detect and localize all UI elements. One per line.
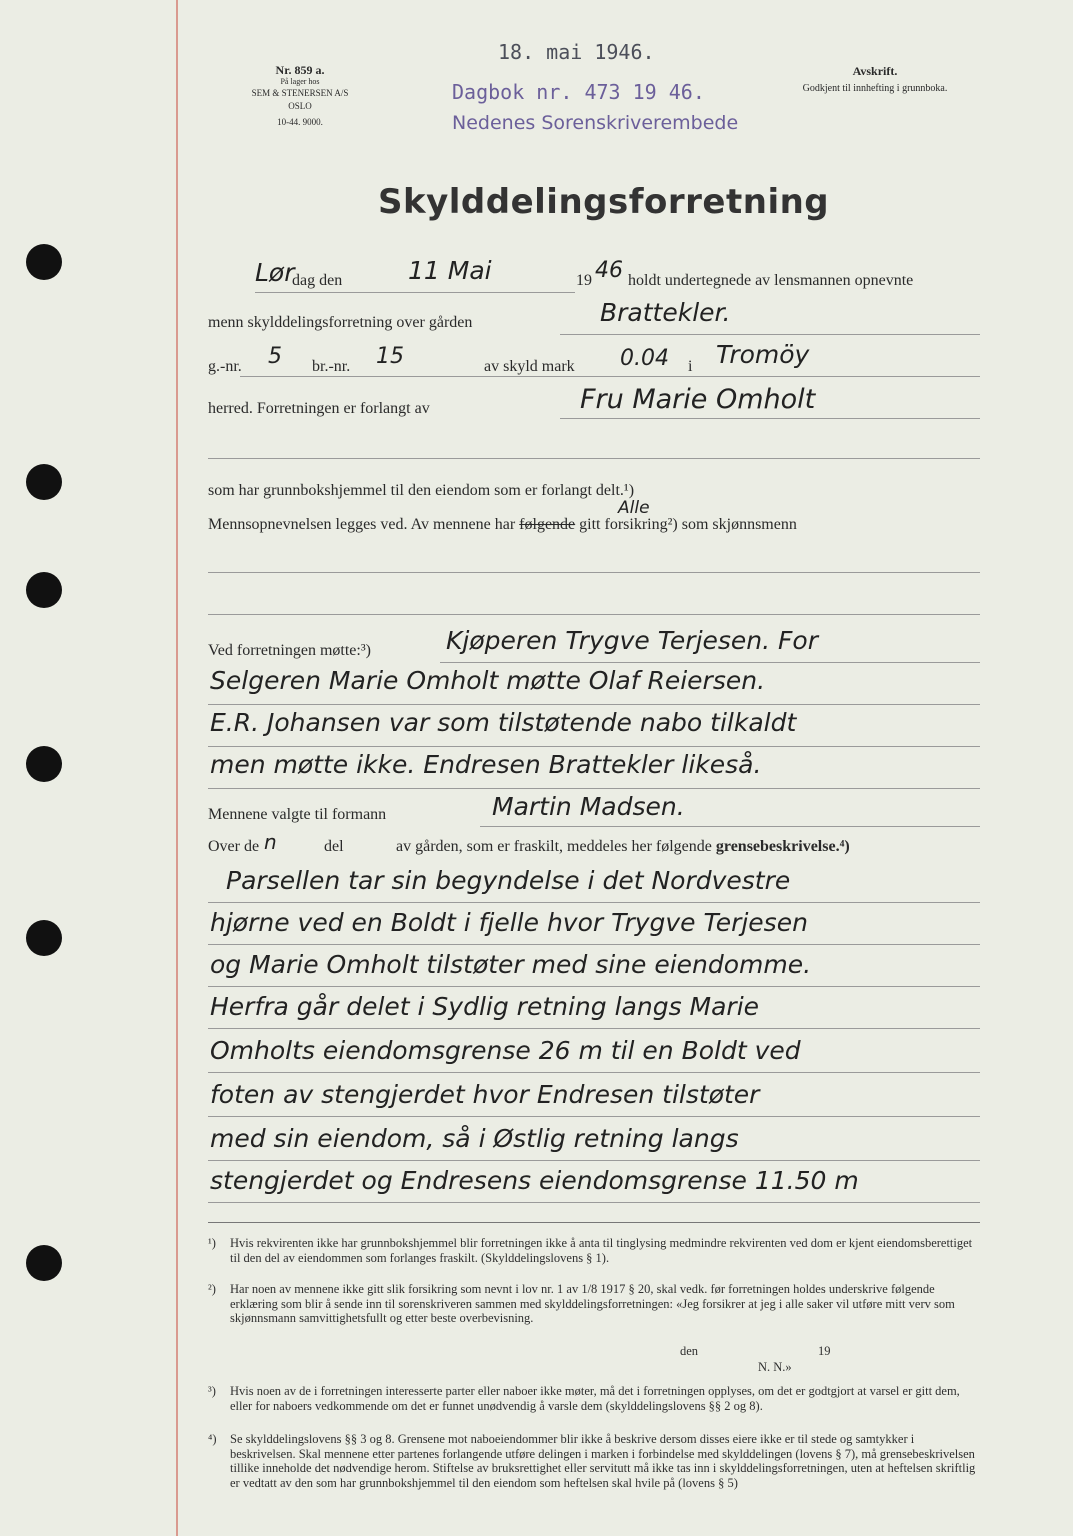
year-prefix: 19 — [576, 272, 592, 289]
punch-hole — [26, 1245, 62, 1281]
publisher-line: På lager hos — [280, 77, 320, 86]
form-number: Nr. 859 a. — [275, 63, 325, 77]
publisher-block — [240, 64, 360, 129]
footnote-mark: ¹) — [208, 1236, 216, 1250]
print-code: 10-44. 9000. — [277, 117, 323, 127]
dagbok-stamp: Dagbok nr. 473 19 46. — [452, 80, 705, 104]
document-title: Skylddelingsforretning — [378, 182, 830, 222]
over-den-label: Over de — [208, 838, 260, 855]
desc-line: stengjerdet og Endresens eiendomsgrense 11.50 m — [210, 1166, 859, 1195]
herred-name: Tromöy — [716, 340, 810, 369]
desc-line: hjørne ved en Boldt i fjelle hvor Trygve Terjesen — [210, 908, 808, 937]
desc-line: foten av stengjerdet hvor Endresen tilstøter — [210, 1080, 760, 1109]
over-del-label: del — [324, 838, 344, 855]
punch-hole — [26, 572, 62, 608]
date-stamp: 18. mai 1946. — [498, 40, 655, 64]
mennsopnevnelse-line — [208, 516, 797, 534]
footnote-mark: ⁴) — [208, 1432, 217, 1446]
farm-label: menn skylddelingsforretning over gården — [208, 314, 473, 331]
farm-name: Brattekler. — [600, 298, 731, 327]
approval-block — [770, 64, 980, 94]
over-tail — [396, 838, 850, 856]
over-den-suffix: n — [264, 830, 277, 854]
skyld-value: 0.04 — [620, 346, 669, 371]
struck-word: følgende — [519, 516, 576, 533]
mote-line-3: E.R. Johansen var som tilstøtende nabo tilkaldt — [210, 708, 797, 737]
dag-label: dag den — [292, 272, 343, 289]
gnr-label: g.-nr. — [208, 358, 242, 375]
bnr-label: br.-nr. — [312, 358, 351, 375]
desc-line: med sin eiendom, så i Østlig retning langs — [210, 1124, 739, 1153]
avskrift-label: Avskrift. — [852, 64, 898, 78]
margin-rule — [176, 0, 178, 1536]
mote-label: Ved forretningen møtte:³) — [208, 642, 371, 659]
desc-line: Herfra går delet i Sydlig retning langs Marie — [210, 992, 760, 1021]
office-stamp: Nedenes Sorenskriverembede — [452, 112, 739, 134]
over-text: av gården, som er fraskilt, meddeles her følgende — [396, 838, 712, 855]
footnote-text: Har noen av mennene ikke gitt slik forsikring som nevnt i lov nr. 1 av 1/8 1917 § 20, skal vedk. før forretningen holdes underskrive følgende erklæring som blir å sende inn til sorenskriveren sammen med skylddelingsforretningen: «Jeg forsikrer at jeg i alle saker vil utføre mitt verv som skjønnsmann samvittighetsfullt og etter beste overbevisning. — [230, 1282, 955, 1325]
alle-insert: Alle — [618, 498, 650, 518]
line6-text: Mennsopnevnelsen legges ved. Av mennene har — [208, 516, 516, 533]
hjemmel-line: som har grunnbokshjemmel til den eiendom som er forlangt delt.¹) — [208, 482, 635, 499]
footnote-2 — [208, 1282, 980, 1326]
punch-hole — [26, 464, 62, 500]
grensebeskrivelse-label: grensebeskrivelse.⁴) — [715, 838, 850, 855]
year-handwritten: 46 — [595, 258, 623, 283]
footnote-2-sign: N. N.» — [758, 1360, 792, 1374]
punch-hole — [26, 746, 62, 782]
desc-line: og Marie Omholt tilstøter med sine eiendomme. — [210, 950, 812, 979]
footnote-4 — [208, 1432, 980, 1490]
desc-line: Parsellen tar sin begyndelse i det Nordvestre — [226, 866, 791, 895]
footnote-mark: ³) — [208, 1384, 216, 1398]
mote-line-4: men møtte ikke. Endresen Brattekler likeså. — [210, 750, 762, 779]
formann-name: Martin Madsen. — [492, 792, 685, 821]
godkjent-label: Godkjent til innhefting i grunnboka. — [802, 83, 948, 94]
weekday-prefix: Lør — [255, 258, 295, 287]
gnr-value: 5 — [268, 344, 282, 369]
formann-label: Mennene valgte til formann — [208, 806, 387, 823]
punch-hole — [26, 920, 62, 956]
footnote-mark: ²) — [208, 1282, 216, 1296]
requester-label: herred. Forretningen er forlangt av — [208, 400, 430, 417]
mote-line-2: Selgeren Marie Omholt møtte Olaf Reiersen. — [210, 666, 766, 695]
i-label: i — [688, 358, 693, 375]
publisher-name: SEM & STENERSEN A/S OSLO — [251, 88, 349, 111]
bnr-value: 15 — [376, 344, 404, 369]
desc-line: Omholts eiendomsgrense 26 m til en Boldt ved — [210, 1036, 801, 1065]
line6-tail: gitt forsikring²) som skjønnsmenn — [579, 516, 797, 533]
footnote-1 — [208, 1236, 980, 1265]
footnote-2-year: 19 — [818, 1344, 831, 1358]
punch-hole — [26, 244, 62, 280]
footnote-3 — [208, 1384, 980, 1413]
skyld-label: av skyld mark — [484, 358, 575, 375]
footnote-2-den: den — [680, 1344, 699, 1358]
mote-line-1: Kjøperen Trygve Terjesen. For — [446, 626, 818, 655]
footnote-text: Se skylddelingslovens §§ 3 og 8. Grensene mot naboeiendommer blir ikke å beskrive dersom disses eiere ikke er til stede og samtykker i beskrivelsen. Skal mennene etter partenes forlangende utføre delingen i marken i forbindelse med skylddelingen (lovens § 7), må grensebeskrivelsen tillike inneholde det nødvendige herom. Stiftelse av bruksrettighet eller servitutt må ikke tas inn i skylddelingsforretningen, uten at heftelsen skriftlig er vedtatt av den som har grunnbokshjemmel til den eiendom som heftelsen skal hvile på (lovens § 5) — [230, 1432, 976, 1490]
footnote-text: Hvis rekvirenten ikke har grunnbokshjemmel blir forretningen ikke å anta til tinglysing medmindre rekvirenten ved dom er kjent eiendomsberettiget til den del av eiendommen som forlanges fraskilt. (Skylddelingslovens § 1). — [230, 1236, 973, 1265]
footnote-text: Hvis noen av de i forretningen interesserte parter eller naboer ikke møter, må det i forretningen opplyses, om det er godtgjort at varsel er gitt dem, eller for naboers vedkommende om det er funnet unødvendig å varsle dem (skylddelingslovens §§ 2 og 8). — [230, 1384, 960, 1413]
line1-tail: holdt undertegnede av lensmannen opnevnte — [628, 272, 914, 289]
requester-name: Fru Marie Omholt — [580, 384, 816, 415]
date-handwritten: 11 Mai — [408, 256, 492, 285]
